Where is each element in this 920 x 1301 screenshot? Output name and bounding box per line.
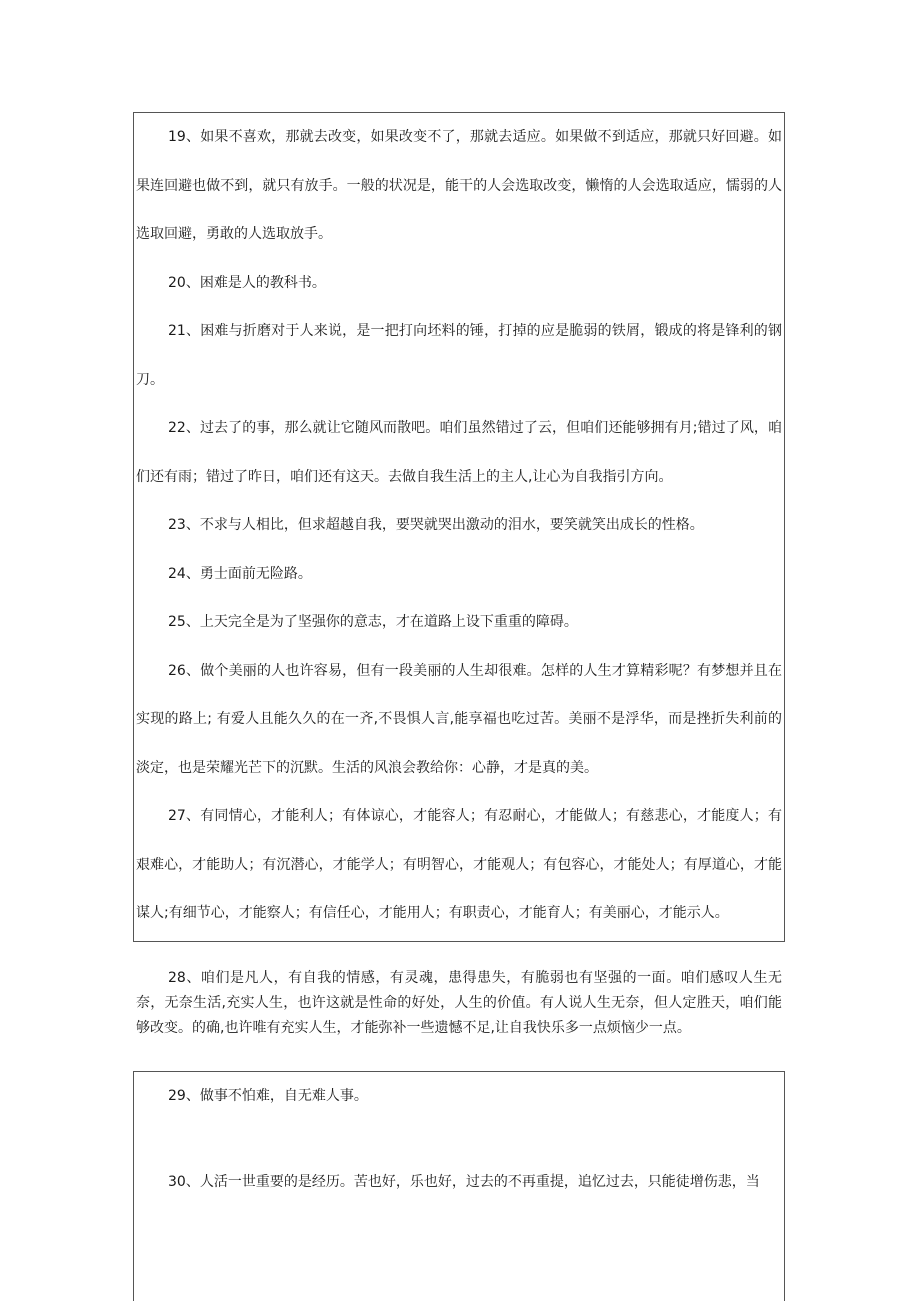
spacer <box>134 1120 784 1158</box>
paragraph-28: 28、咱们是凡人，有自我的情感，有灵魂，患得患失，有脆弱也有坚强的一面。咱们感叹人生无奈，无奈生活,充实人生，也许这就是性命的好处，人生的价值。有人说人生无奈，但人定胜天，咱们能够改变。的确,也许唯有充实人生，才能弥补一些遗憾不足,让自我快乐多一点烦恼少一点。 <box>136 970 782 1036</box>
quote-box-1 <box>133 112 785 942</box>
paragraph-20: 20、困难是人的教科书。 <box>168 274 326 291</box>
paragraph-19: 19、如果不喜欢，那就去改变，如果改变不了，那就去适应。如果做不到适应，那就只好回避。如果连回避也做不到，就只有放手。一般的状况是，能干的人会选取改变，懒惰的人会选取适应，懦弱的人选取回避，勇敢的人选取放手。 <box>136 129 782 242</box>
paragraph-21: 21、困难与折磨对于人来说，是一把打向坯料的锤，打掉的应是脆弱的铁屑，锻成的将是锋利的钢刀。 <box>136 323 782 388</box>
quote-box-2 <box>133 1071 785 1301</box>
paragraph-27: 27、有同情心，才能利人；有体谅心，才能容人；有忍耐心，才能做人；有慈悲心，才能度人；有艰难心，才能助人；有沉潜心，才能学人；有明智心，才能观人；有包容心，才能处人；有厚道心，才能谋人;有细节心，才能察人；有信任心，才能用人；有职责心，才能育人；有美丽心，才能示人。 <box>136 808 782 921</box>
paragraph-30: 30、人活一世重要的是经历。苦也好，乐也好，过去的不再重提，追忆过去，只能徒增伤悲，当 <box>168 1174 760 1190</box>
paragraph-23: 23、不求与人相比，但求超越自我，要哭就哭出激动的泪水，要笑就笑出成长的性格。 <box>168 517 704 533</box>
paragraph-29: 29、做事不怕难，自无难人事。 <box>168 1088 368 1104</box>
paragraph-25: 25、上天完全是为了坚强你的意志，才在道路上设下重重的障碍。 <box>168 614 578 630</box>
quote-loose <box>134 966 784 1041</box>
paragraph-26: 26、做个美丽的人也许容易，但有一段美丽的人生却很难。怎样的人生才算精彩呢？有梦想并且在实现的路上; 有爱人且能久久的在一齐,不畏惧人言,能享福也吃过苦。美丽不是浮华，而是挫折失利前的淡定，也是荣耀光芒下的沉默。生活的风浪会教给你：心静，才是真的美。 <box>136 662 782 776</box>
paragraph-24: 24、勇士面前无险路。 <box>168 565 312 582</box>
paragraph-22: 22、过去了的事，那么就让它随风而散吧。咱们虽然错过了云，但咱们还能够拥有月;错过了风，咱们还有雨；错过了昨日，咱们还有这天。去做自我生活上的主人,让心为自我指引方向。 <box>136 420 782 485</box>
